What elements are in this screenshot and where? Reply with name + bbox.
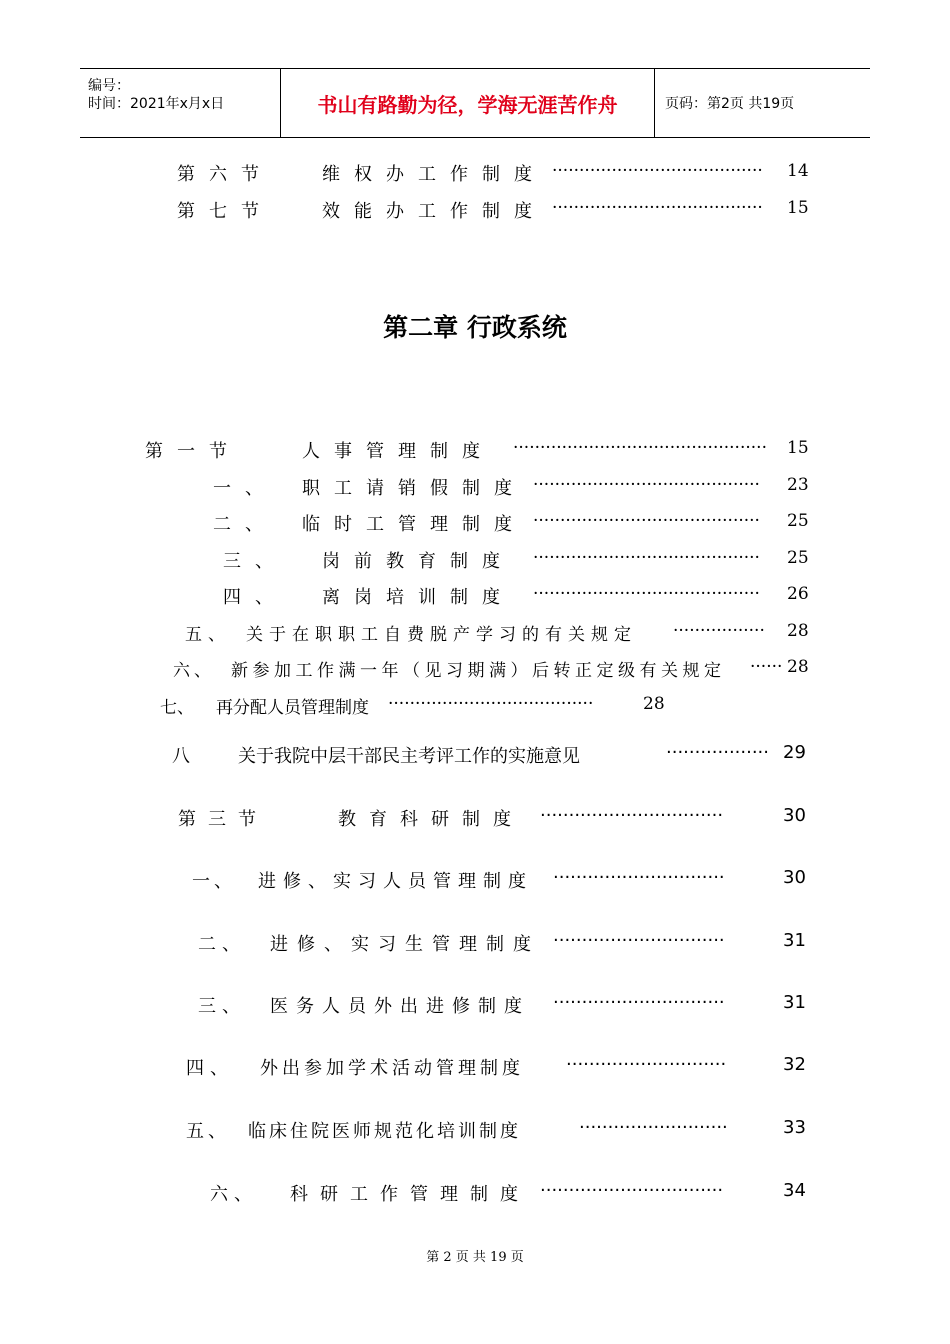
toc-entry-section: 第七节 bbox=[177, 201, 273, 222]
toc-entry-title: 效能办工作制度 bbox=[322, 201, 546, 222]
toc-leader-dots: ··············································· bbox=[513, 438, 767, 458]
toc-entry-page: 34 bbox=[783, 1180, 806, 1201]
toc-entry-section: 八 bbox=[172, 746, 190, 767]
toc-entry-title: 进修、实习生管理制度 bbox=[270, 934, 540, 955]
toc-entry-section: 二、 bbox=[213, 514, 277, 535]
toc-entry-title: 临时工管理制度 bbox=[302, 514, 526, 535]
toc-entry-section: 四、 bbox=[223, 587, 287, 608]
toc-entry-page: 30 bbox=[783, 805, 806, 826]
toc-leader-dots: ······························ bbox=[553, 867, 725, 888]
toc-entry-section: 一、 bbox=[213, 478, 277, 499]
toc-entry-page: 15 bbox=[787, 198, 809, 218]
toc-leader-dots: ······································· bbox=[552, 198, 763, 218]
toc-entry-title: 关于我院中层干部民主考评工作的实施意见 bbox=[238, 746, 580, 767]
toc-entry-section: 五、 bbox=[185, 625, 231, 645]
toc-entry-section: 六、 bbox=[173, 661, 215, 681]
toc-entry-page: 25 bbox=[787, 548, 809, 568]
toc-entry-page: 15 bbox=[787, 438, 809, 458]
header-motto: 书山有路勤为径，学海无涯苦作舟 bbox=[281, 69, 655, 137]
toc-entry-title: 进修、实习人员管理制度 bbox=[258, 871, 533, 892]
toc-leader-dots: ·················· bbox=[666, 742, 769, 763]
toc-entry-page: 25 bbox=[787, 511, 809, 531]
header-page-info: 页码：第2页 共19页 bbox=[665, 96, 795, 112]
toc-leader-dots: ······································ bbox=[388, 694, 594, 714]
toc-entry-page: 28 bbox=[787, 657, 809, 677]
toc-entry-section: 二、 bbox=[198, 934, 246, 955]
toc-entry-page: 33 bbox=[783, 1117, 806, 1138]
toc-leader-dots: ······ bbox=[750, 657, 783, 677]
toc-leader-dots: ·········································· bbox=[533, 511, 760, 531]
toc-entry-title: 维权办工作制度 bbox=[322, 164, 546, 185]
toc-entry-section: 第六节 bbox=[177, 164, 273, 185]
toc-entry-section: 第三节 bbox=[178, 809, 268, 830]
toc-entry-page: 31 bbox=[783, 930, 806, 951]
toc-entry-title: 关于在职职工自费脱产学习的有关规定 bbox=[246, 625, 637, 645]
toc-leader-dots: ················· bbox=[673, 621, 765, 641]
toc-entry-section: 三、 bbox=[198, 996, 246, 1017]
toc-leader-dots: ·········································· bbox=[533, 584, 760, 604]
toc-entry-section: 一、 bbox=[192, 871, 236, 892]
toc-entry-title: 科研工作管理制度 bbox=[290, 1184, 530, 1205]
toc-entry-title: 再分配人员管理制度 bbox=[216, 698, 369, 718]
number-label: 编号： bbox=[88, 78, 130, 94]
toc-leader-dots: ································ bbox=[540, 1180, 724, 1201]
toc-leader-dots: ······································· bbox=[552, 161, 763, 181]
toc-entry-page: 14 bbox=[787, 161, 809, 181]
toc-leader-dots: ······························ bbox=[553, 930, 725, 951]
toc-leader-dots: ······························ bbox=[553, 992, 725, 1013]
toc-entry-title: 岗前教育制度 bbox=[322, 551, 514, 572]
toc-leader-dots: ·········································· bbox=[533, 475, 760, 495]
toc-entry-title: 人事管理制度 bbox=[302, 441, 494, 462]
page-header bbox=[80, 68, 870, 138]
toc-entry-page: 32 bbox=[783, 1054, 806, 1075]
toc-entry-title: 外出参加学术活动管理制度 bbox=[260, 1058, 524, 1079]
toc-leader-dots: ·········································· bbox=[533, 548, 760, 568]
toc-entry-section: 六、 bbox=[210, 1184, 258, 1205]
toc-leader-dots: ································ bbox=[540, 805, 724, 826]
toc-entry-section: 三、 bbox=[223, 551, 287, 572]
toc-entry-title: 医务人员外出进修制度 bbox=[270, 996, 530, 1017]
toc-entry-page: 26 bbox=[787, 584, 809, 604]
toc-entry-title: 职工请销假制度 bbox=[302, 478, 526, 499]
toc-entry-title: 离岗培训制度 bbox=[322, 587, 514, 608]
toc-entry-section: 七、 bbox=[160, 698, 194, 718]
toc-leader-dots: ···························· bbox=[566, 1054, 727, 1075]
toc-entry-section: 五、 bbox=[186, 1121, 230, 1142]
toc-entry-page: 28 bbox=[787, 621, 809, 641]
toc-entry-title: 新参加工作满一年（见习期满）后转正定级有关规定 bbox=[231, 661, 726, 681]
toc-entry-page: 30 bbox=[783, 867, 806, 888]
time-label: 时间：2021年x月x日 bbox=[88, 96, 225, 112]
toc-entry-page: 28 bbox=[643, 694, 665, 714]
header-meta bbox=[80, 69, 281, 137]
toc-entry-page: 29 bbox=[783, 742, 806, 763]
toc-leader-dots: ·························· bbox=[579, 1117, 728, 1138]
chapter-title: 第二章 行政系统 bbox=[383, 313, 567, 342]
toc-entry-section: 第一节 bbox=[145, 441, 241, 462]
toc-entry-title: 教育科研制度 bbox=[338, 809, 524, 830]
toc-entry-page: 31 bbox=[783, 992, 806, 1013]
toc-entry-section: 四、 bbox=[186, 1058, 234, 1079]
toc-entry-title: 临床住院医师规范化培训制度 bbox=[248, 1121, 521, 1142]
toc-entry-page: 23 bbox=[787, 475, 809, 495]
page-footer: 第 2 页 共 19 页 bbox=[426, 1250, 524, 1265]
